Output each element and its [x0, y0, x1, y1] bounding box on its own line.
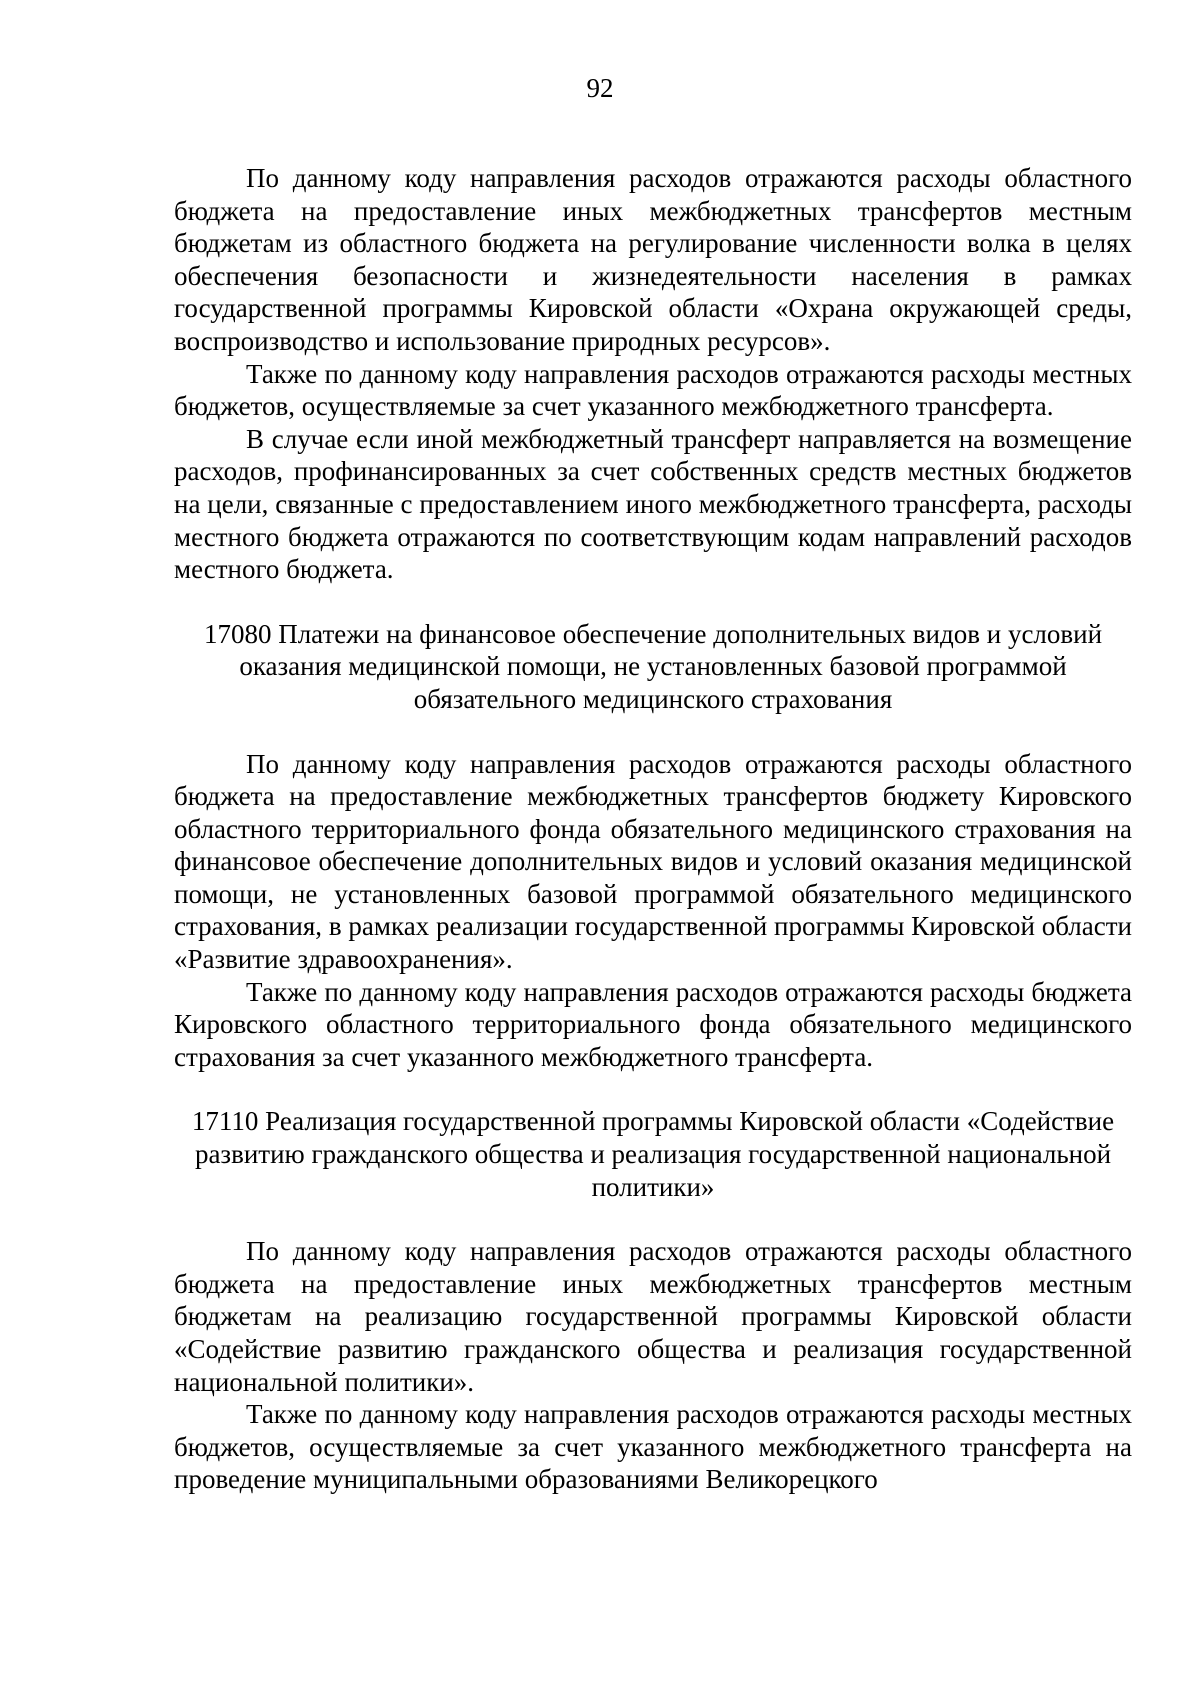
- paragraph-medical-insurance-transfers: По данному коду направления расходов отражаются расходы областного бюджета на предоставление межбюджетных трансфертов бюджету Кировского областного территориального фонда обязательного медицинского страхования на финансовое обеспечение дополнительных видов и условий оказания медицинской помощи, не установленных базовой программой обязательного медицинского страхования, в рамках реализации государственной программы Кировской области «Развитие здравоохранения».: [174, 748, 1132, 975]
- paragraph-reimbursement-case: В случае если иной межбюджетный трансферт направляется на возмещение расходов, профинансированных за счет собственных средств местных бюджетов на цели, связанные с предоставлением иного межбюджетного трансферта, расходы местного бюджета отражаются по соответствующим кодам направлений расходов местного бюджета.: [174, 423, 1132, 585]
- paragraph-velikoretsky-expenses: Также по данному коду направления расходов отражаются расходы местных бюджетов, осуществляемые за счет указанного межбюджетного трансферта на проведение муниципальными образованиями Великорецкого: [174, 1399, 1132, 1495]
- section-heading-17080: 17080 Платежи на финансовое обеспечение дополнительных видов и условий оказания медицинской помощи, не установленных базовой программой обязательного медицинского страхования: [203, 618, 1103, 714]
- paragraph-local-budget-expenses: Также по данному коду направления расходов отражаются расходы местных бюджетов, осуществляемые за счет указанного межбюджетного трансферта.: [174, 358, 1132, 422]
- section-heading-17110: 17110 Реализация государственной программы Кировской области «Содействие развитию гражданского общества и реализация государственной национальной политики»: [191, 1106, 1115, 1202]
- paragraph-civil-society-transfers: По данному коду направления расходов отражаются расходы областного бюджета на предоставление иных межбюджетных трансфертов местным бюджетам на реализацию государственной программы Кировской области «Содействие развитию гражданского общества и реализация государственной национальной политики».: [174, 1236, 1132, 1397]
- document-body: [174, 162, 1132, 1496]
- page-number: 92: [586, 73, 614, 103]
- paragraph-insurance-fund-expenses: Также по данному коду направления расходов отражаются расходы бюджета Кировского областного территориального фонда обязательного медицинского страхования за счет указанного межбюджетного трансферта.: [174, 976, 1132, 1072]
- paragraph-wolf-population-transfers: По данному коду направления расходов отражаются расходы областного бюджета на предоставление иных межбюджетных трансфертов местным бюджетам из областного бюджета на регулирование численности волка в целях обеспечения безопасности и жизнедеятельности населения в рамках государственной программы Кировской области «Охрана окружающей среды, воспроизводство и использование природных ресурсов».: [174, 163, 1132, 356]
